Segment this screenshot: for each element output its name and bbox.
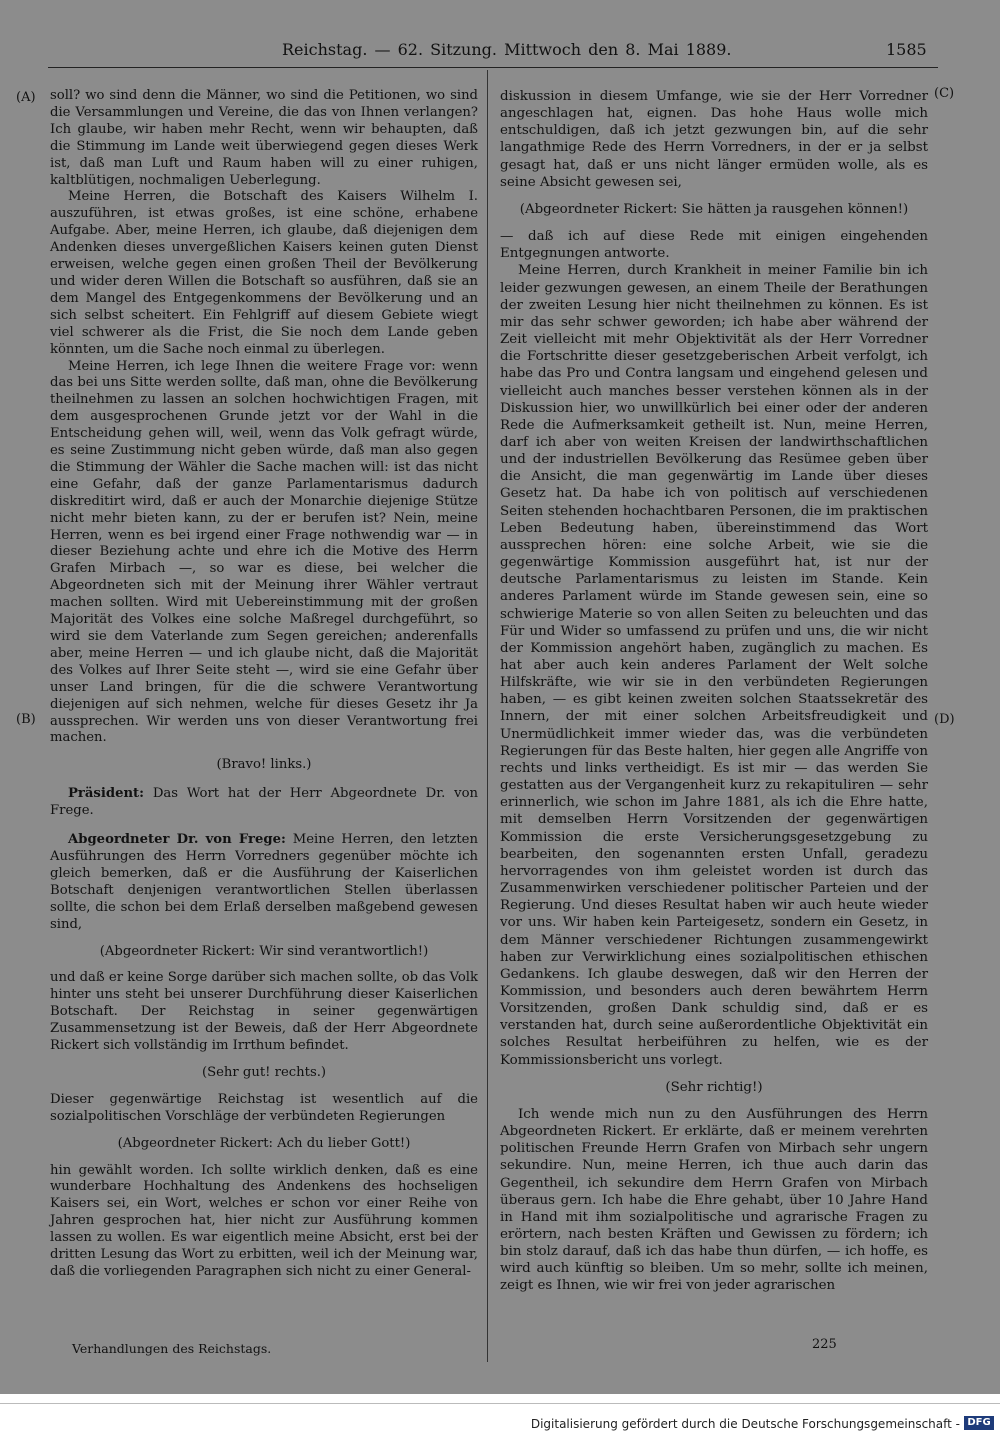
interjection: (Bravo! links.)	[216, 757, 312, 773]
president-text: Das Wort hat der Herr Abgeordnete Dr. von Frege.	[50, 786, 478, 819]
left-column	[50, 88, 478, 1281]
speaker-statement	[50, 832, 478, 933]
president-label: Präsident:	[68, 786, 145, 802]
page-number: 1585	[886, 40, 927, 59]
running-header: Reichstag. — 62. Sitzung. Mittwoch den 8. Mai 1889.	[282, 40, 732, 59]
footer-publication: Verhandlungen des Reichstags.	[72, 1341, 272, 1356]
margin-mark-c: (C)	[934, 86, 955, 101]
interjection: (Abgeordneter Rickert: Sie hätten ja rausgehen können!)	[519, 201, 909, 217]
paragraph: Meine Herren, ich lege Ihnen die weitere Frage vor: wenn das bei uns Sitte werden sollte, daß man, ohne die Bevölkerung theilnehmen zu lassen an solchen hochwichtigen Fragen, mit dem ausgesprochenen Grunde jetzt vor der Wahl in die Entscheidung gehen will, weil, wenn das Volk gefragt würde, es seine Zustimmung nicht geben würde, daß man also gegen die Stimmung der Wähler die Sache machen will: ist das nicht eine Gefahr, daß der ganze Parlamentarismus dadurch diskreditirt wird, daß er auch der Monarchie diejenige Stütze nicht mehr bieten kann, zu der er berufen ist? Nein, meine Herren, wenn es bei irgend einer Frage nothwendig war — in dieser Beziehung achte und ehre ich die Motive des Herrn Grafen Mirbach —, so war es diese, bei welcher die Abgeordneten sich mit der Meinung ihrer Wähler vertraut machen sollten. Wird mit Uebereinstimmung mit der großen Majorität des Volkes eine solche Maßregel durchgeführt, so wird sie dem Vaterlande zum Segen gereichen; anderenfalls aber, meine Herren — und ich glaube nicht, daß die Majorität des Volkes auf Ihrer Seite steht —, wird sie eine Gefahr über unser Land bringen, für die die schwere Verantwortung diejenigen auf sich nehmen, welche für dieses Gesetz ihr Ja aussprechen. Wir werden uns von dieser Verantwortung frei machen.	[50, 358, 478, 746]
margin-mark-d: (D)	[934, 712, 955, 727]
signature-number: 225	[812, 1337, 837, 1352]
paragraph: Meine Herren, den letzten Ausführungen des Herrn Vorredners gegenüber möchte ich gleich bemerken, daß er die Ausführung der Kaiserlichen Botschaft denjenigen verantwortlichen Stellen überlassen sollte, die schon bei dem Erlaß derselben maßgebend gewesen sind,	[50, 832, 478, 932]
paragraph: Ich wende mich nun zu den Ausführungen des Herrn Abgeordneten Rickert. Er erklärte, daß er meinem verehrten politischen Freunde Herrn Grafen von Mirbach sehr ungern sekundire. Nun, meine Herren, ich thue auch darin das Gegentheil, ich sekundire dem Herrn Grafen von Mirbach überaus gern. Ich habe die Ehre gehabt, über 10 Jahre Hand in Hand mit ihm sozialpolitische und agrarische Fragen zu erörtern, nach besten Kräften und Gewissen zu fördern; ich bin stolz darauf, daß ich das habe thun dürfen, — ich hoffe, es wird auch künftig so bleiben. Um so mehr, sollte ich meinen, zeigt es Ihnen, wie wir frei von jeder agrarischen	[500, 1106, 928, 1294]
credit-rule	[0, 1403, 1000, 1404]
interjection: (Abgeordneter Rickert: Ach du lieber Gott!)	[117, 1135, 411, 1151]
interjection: (Abgeordneter Rickert: Wir sind verantwortlich!)	[99, 943, 429, 959]
dfg-logo: DFG	[964, 1416, 994, 1430]
paragraph: — daß ich auf diese Rede mit einigen eingehenden Entgegnungen antworte.	[500, 229, 928, 262]
paragraph: Dieser gegenwärtige Reichstag ist wesentlich auf die sozialpolitischen Vorschläge der verbündeten Regierungen	[50, 1091, 478, 1124]
margin-mark-a: (A)	[16, 90, 36, 105]
column-divider	[487, 70, 488, 1362]
speaker-label: Abgeordneter Dr. von Frege:	[68, 832, 286, 848]
president-statement	[50, 786, 478, 820]
interjection: (Sehr richtig!)	[665, 1079, 763, 1095]
margin-mark-b: (B)	[16, 712, 36, 727]
right-column	[500, 88, 928, 1295]
paragraph: soll? wo sind denn die Männer, wo sind die Petitionen, wo sind die Versammlungen und Vereine, die das von Ihnen verlangen? Ich glaube, wir haben mehr Recht, wenn wir behaupten, daß die Stimmung im Lande weit überwiegend gegen dieses Werk ist, daß man Luft und Raum haben will zu einer ruhigen, kaltblütigen, nochmaligen Ueberlegung.	[50, 88, 478, 188]
paragraph: hin gewählt worden. Ich sollte wirklich denken, daß es eine wunderbare Hochhaltung des Andenkens des hochseligen Kaisers sei, ein Wort, welches er schon vor einer Reihe von Jahren gesprochen hat, hier nicht zur Ausführung kommen lassen zu wollen. Es war eigentlich meine Absicht, erst bei der dritten Lesung das Wort zu erbitten, weil ich der Meinung war, daß die vorliegenden Paragraphen sich nicht zu einer General-	[50, 1162, 478, 1279]
interjection: (Sehr gut! rechts.)	[201, 1064, 327, 1080]
paragraph: Meine Herren, die Botschaft des Kaisers Wilhelm I. auszuführen, ist etwas großes, ist eine schöne, erhabene Aufgabe. Aber, meine Herren, ich glaube, daß diejenigen dem Andenken dieses unvergeßlichen Kaisers keinen guten Dienst erweisen, welche gegen einen großen Theil der Bevölkerung und wider deren Willen die Botschaft so ausführen, daß sie an dem Mangel des Entgegenkommens der Bevölkerung und an sich selbst scheitert. Ein Fehlgriff auf diesem Gebiete wiegt viel schwerer als die Frist, die Sie noch dem Lande geben könnten, um die Sache noch einmal zu überlegen.	[50, 189, 478, 357]
digitization-credit: Digitalisierung gefördert durch die Deutsche Forschungsgemeinschaft -	[530, 1417, 960, 1431]
paragraph: und daß er keine Sorge darüber sich machen sollte, ob das Volk hinter uns steht bei unserer Durchführung dieser Kaiserlichen Botschaft. Der Reichstag in seiner gegenwärtigen Zusammensetzung ist der Beweis, daß der Herr Abgeordnete Rickert sich vollständig im Irrthum befindet.	[50, 970, 479, 1054]
paragraph: diskussion in diesem Umfange, wie sie der Herr Vorredner angeschlagen hat, eignen. Das hohe Haus wolle mich entschuldigen, daß ich jetzt gezwungen bin, auf die sehr langathmige Rede des Herrn Vorredners, in der er ja selbst gesagt hat, daß er uns nicht länger ermüden wolle, als es seine Absicht gewesen sei,	[500, 89, 928, 190]
header-rule	[48, 67, 938, 68]
paragraph: Meine Herren, durch Krankheit in meiner Familie bin ich leider gezwungen gewesen, an einem Theile der Berathungen der zweiten Lesung hier nicht theilnehmen zu können. Es ist mir das sehr schwer geworden; ich habe aber während der Zeit vielleicht mit mehr Objektivität als der Herr Vorredner die Fortschritte dieser gesetzgeberischen Arbeit verfolgt, ich habe das Pro und Contra langsam und eingehend gelesen und vielleicht auch manches besser verstehen können als in der Diskussion hier, wo unwillkürlich bei einer oder der anderen Rede die Aufmerksamkeit getheilt ist. Nun, meine Herren, darf ich aber von weiten Kreisen der landwirthschaftlichen und der industriellen Bevölkerung das Resümee geben über die Ansicht, die man gegenwärtig im Lande über dieses Gesetz hat. Da habe ich von politisch auf verschiedenen Seiten stehenden hochachtbaren Personen, die im praktischen Leben Bedeutung haben, übereinstimmend das Wort aussprechen hören: eine solche Arbeit, wie sie die gegenwärtige Kommission ausgeführt hat, ist nur der deutsche Parlamentarismus zu leisten im Stande. Kein anderes Parlament würde im Stande gewesen sein, eine so schwierige Materie so von allen Seiten zu beleuchten und das Für und Wider so umfassend zu prüfen und uns, die wir nicht der Kommission angehört haben, zugänglich zu machen. Es hat aber auch kein anderes Parlament der Welt solche Hilfskräfte, wie wir sie in den verbündeten Regierungen haben, — es gibt keinen zweiten solchen Staatssekretär des Innern, der mit einer solchen Arbeitsfreudigkeit und Unermüdlichkeit immer wieder das, was die verbündeten Regierungen für das Beste halten, hier gegen alle Angriffe von rechts und links vertheidigt. Es ist mir — das werden Sie gestatten aus der Vergangenheit kurz zu rekapituliren — sehr erinnerlich, wie schon im Jahre 1881, als ich die Ehre hatte, mit demselben Herrn Vorsitzenden der gegenwärtigen Kommission die erste Versicherungsgesetzgebung zu bearbeiten, den sogenannten ersten Unfall, geradezu hervorragendes von ihm geleistet worden ist durch das Zusammenwirken verschiedener politischer Parteien und der Regierung. Und dieses Resultat haben wir auch heute wieder vor uns. Wir haben kein Parteigesetz, sondern ein Gesetz, in dem Männer verschiedener Richtungen zusammengewirkt haben zur Verwirklichung eines sozialpolitischen ethischen Gedankens. Ich glaube deswegen, daß wir den Herren der Kommission, und besonders auch deren bewährtem Herrn Vorsitzenden, großen Dank schuldig sind, daß er es verstanden hat, durch seine außerordentliche Objektivität ein solches Resultat herbeiführen zu helfen, wie es der Kommissionsbericht uns vorlegt.	[500, 263, 928, 1068]
